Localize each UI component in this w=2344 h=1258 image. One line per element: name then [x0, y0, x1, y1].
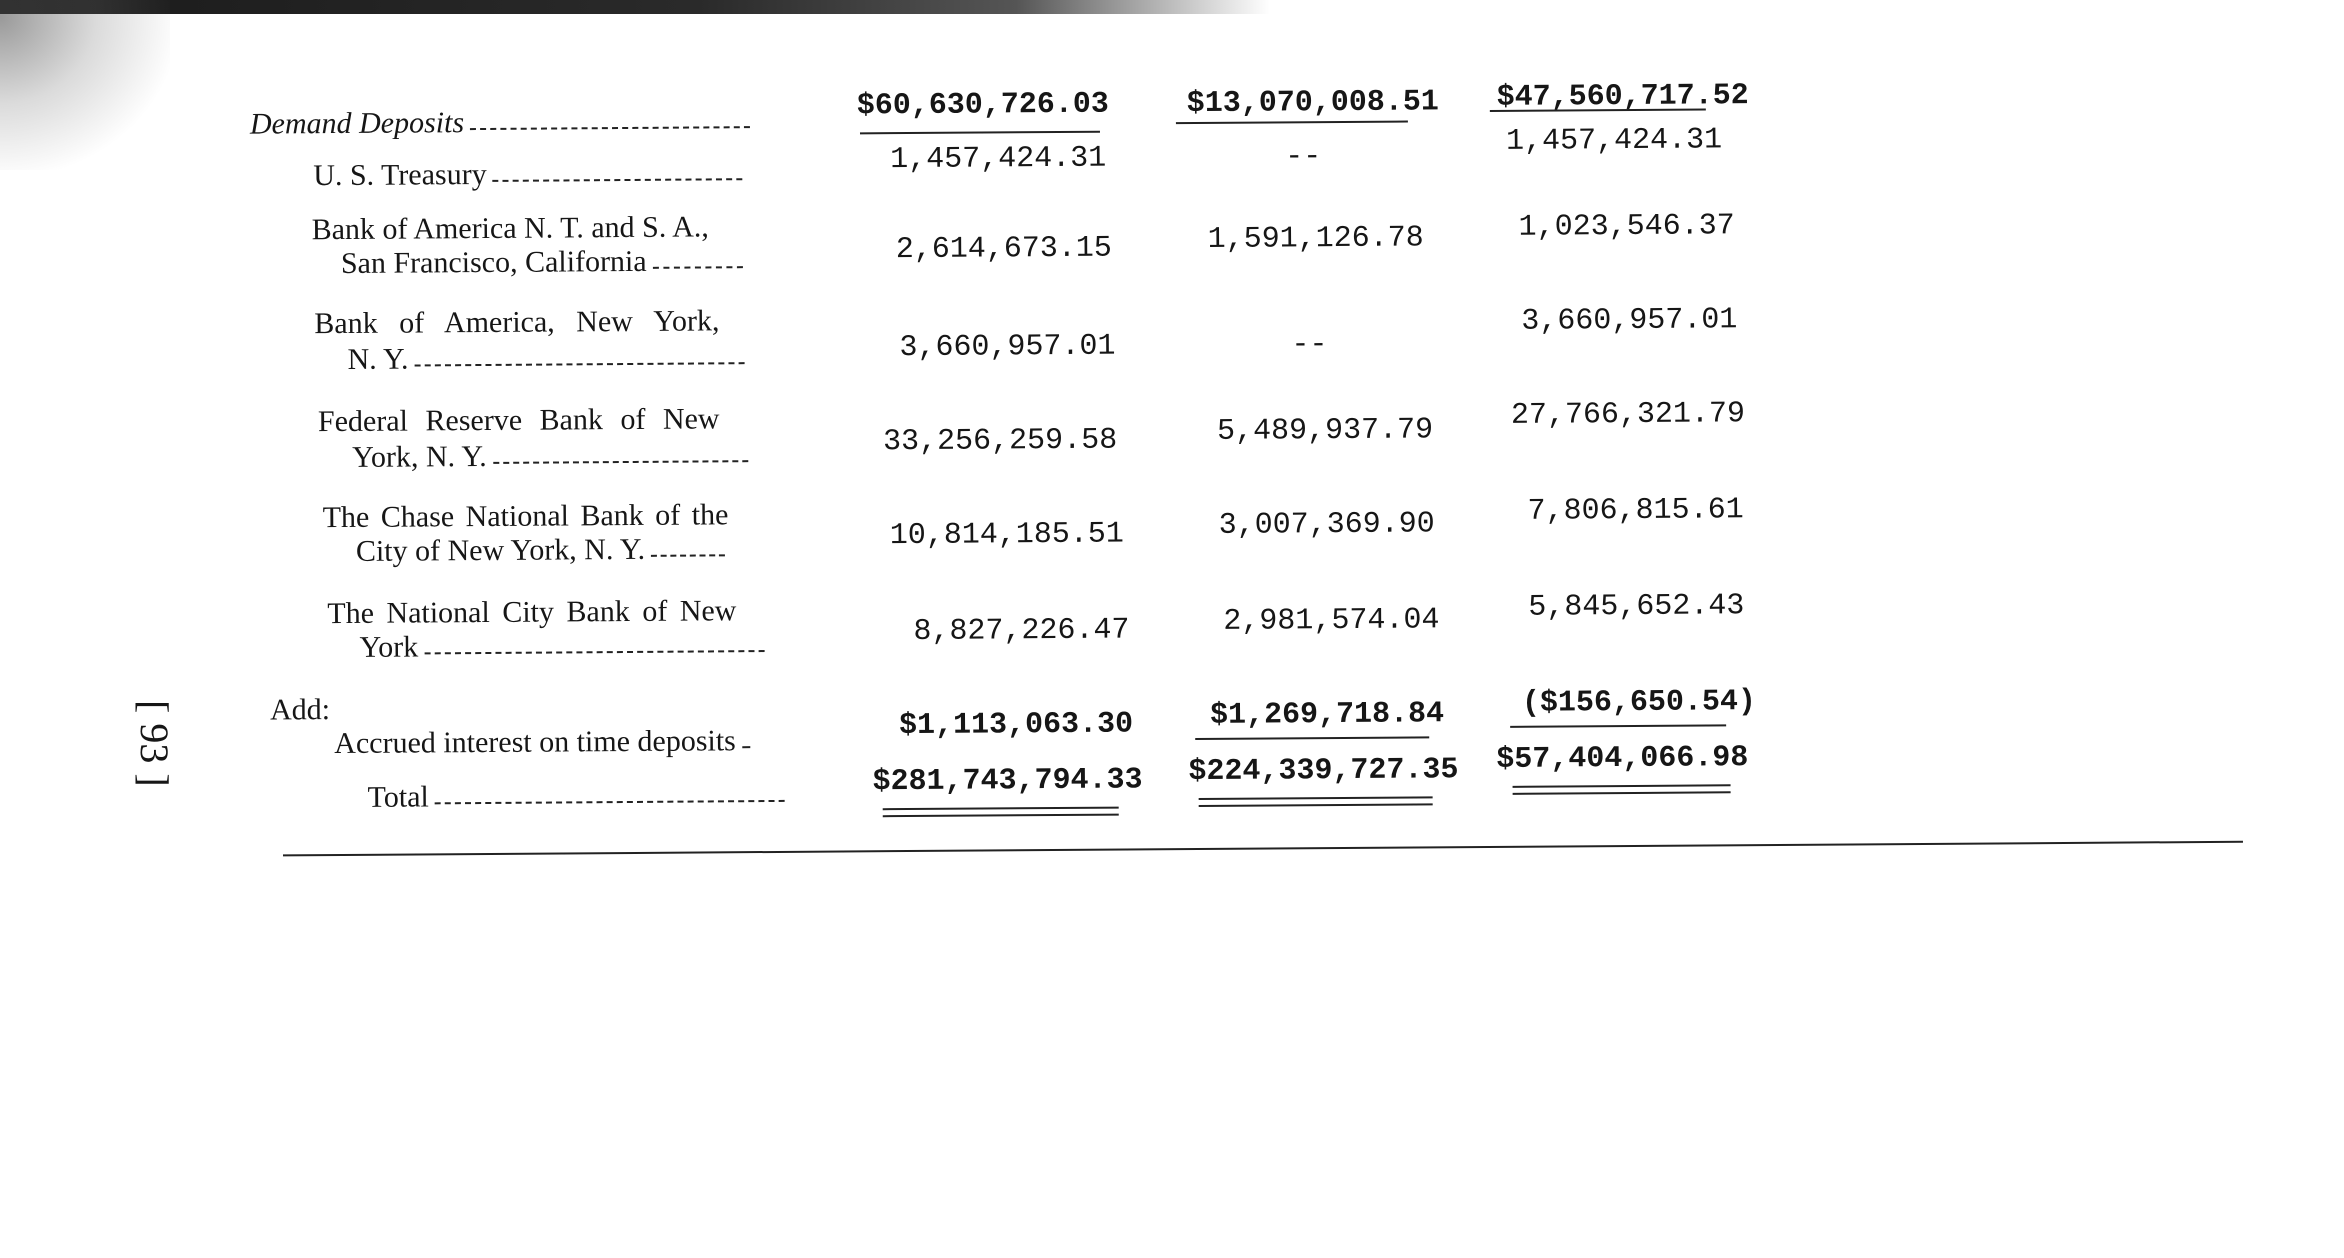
cell-total-col2: $224,339,727.35: [1188, 753, 1459, 790]
cell-frb-col3: 27,766,321.79: [1510, 397, 1746, 433]
cell-boa-ny-col2: --: [1291, 328, 1328, 363]
row-label-boa-sf-line2: San Francisco, California: [341, 243, 743, 282]
row-label-chase-line1: The Chase National Bank of the: [322, 498, 729, 535]
cell-natcity-col3: 5,845,652.43: [1528, 589, 1745, 625]
cell-accrued-col3: ($156,650.54): [1521, 685, 1757, 721]
page-number: [ 93 ]: [132, 700, 177, 787]
cell-frb-col2: 5,489,937.79: [1216, 413, 1434, 449]
cell-boa-ny-col3: 3,660,957.01: [1521, 303, 1738, 339]
subtotal-rule-col2: [1176, 121, 1408, 125]
total-rule-col2: [1195, 736, 1429, 740]
double-rule-col1: [883, 807, 1119, 818]
row-label-demand-deposits: Demand Deposits: [250, 103, 750, 142]
row-label-chase-line2: City of New York, N. Y.: [356, 531, 725, 570]
cell-natcity-col1: 8,827,226.47: [913, 613, 1130, 650]
total-rule-col3: [1510, 724, 1726, 728]
row-label-us-treasury: U. S. Treasury: [313, 155, 743, 194]
cell-boa-sf-col3: 1,023,546.37: [1518, 209, 1735, 245]
cell-treasury-col2: --: [1285, 140, 1322, 175]
cell-chase-col1: 10,814,185.51: [889, 517, 1124, 554]
bottom-rule: [283, 841, 2243, 857]
row-label-natcity-line1: The National City Bank of New: [327, 594, 737, 631]
cell-total-col1: $281,743,794.33: [872, 763, 1143, 800]
cell-total-col3: $57,404,066.98: [1496, 741, 1749, 777]
double-rule-col2: [1199, 796, 1433, 807]
cell-boa-ny-col1: 3,660,957.01: [899, 329, 1116, 366]
double-rule-col3: [1513, 784, 1731, 795]
row-label-boa-ny-line1: Bank of America, New York,: [314, 304, 720, 341]
row-label-frb-line2: York, N. Y.: [352, 437, 748, 476]
cell-chase-col3: 7,806,815.61: [1527, 493, 1744, 529]
row-label-total: Total: [367, 777, 784, 816]
cell-treasury-col3: 1,457,424.31: [1505, 123, 1723, 159]
cell-boa-sf-col2: 1,591,126.78: [1207, 221, 1424, 257]
cell-accrued-col1: $1,113,063.30: [898, 707, 1134, 744]
row-label-natcity-line2: York: [359, 627, 764, 666]
row-label-boa-sf-line1: Bank of America N. T. and S. A.,: [311, 210, 709, 247]
cell-frb-col1: 33,256,259.58: [882, 423, 1118, 460]
row-label-accrued-interest: Accrued interest on time deposits: [334, 723, 750, 762]
cell-chase-col2: 3,007,369.90: [1218, 507, 1435, 543]
cell-accrued-col2: $1,269,718.84: [1209, 697, 1445, 733]
cell-treasury-col1: 1,457,424.31: [890, 141, 1107, 178]
row-label-frb-line1: Federal Reserve Bank of New: [317, 402, 720, 439]
cell-demand-col3: $47,560,717.52: [1496, 79, 1749, 115]
cell-natcity-col2: 2,981,574.04: [1223, 603, 1440, 639]
cell-demand-col2: $13,070,008.51: [1186, 85, 1439, 122]
add-heading: Add:: [269, 693, 331, 727]
row-label-boa-ny-line2: N. Y.: [347, 339, 744, 378]
cell-boa-sf-col1: 2,614,673.15: [895, 231, 1112, 268]
subtotal-rule-col1: [860, 131, 1100, 135]
cell-demand-col1: $60,630,726.03: [856, 87, 1109, 124]
